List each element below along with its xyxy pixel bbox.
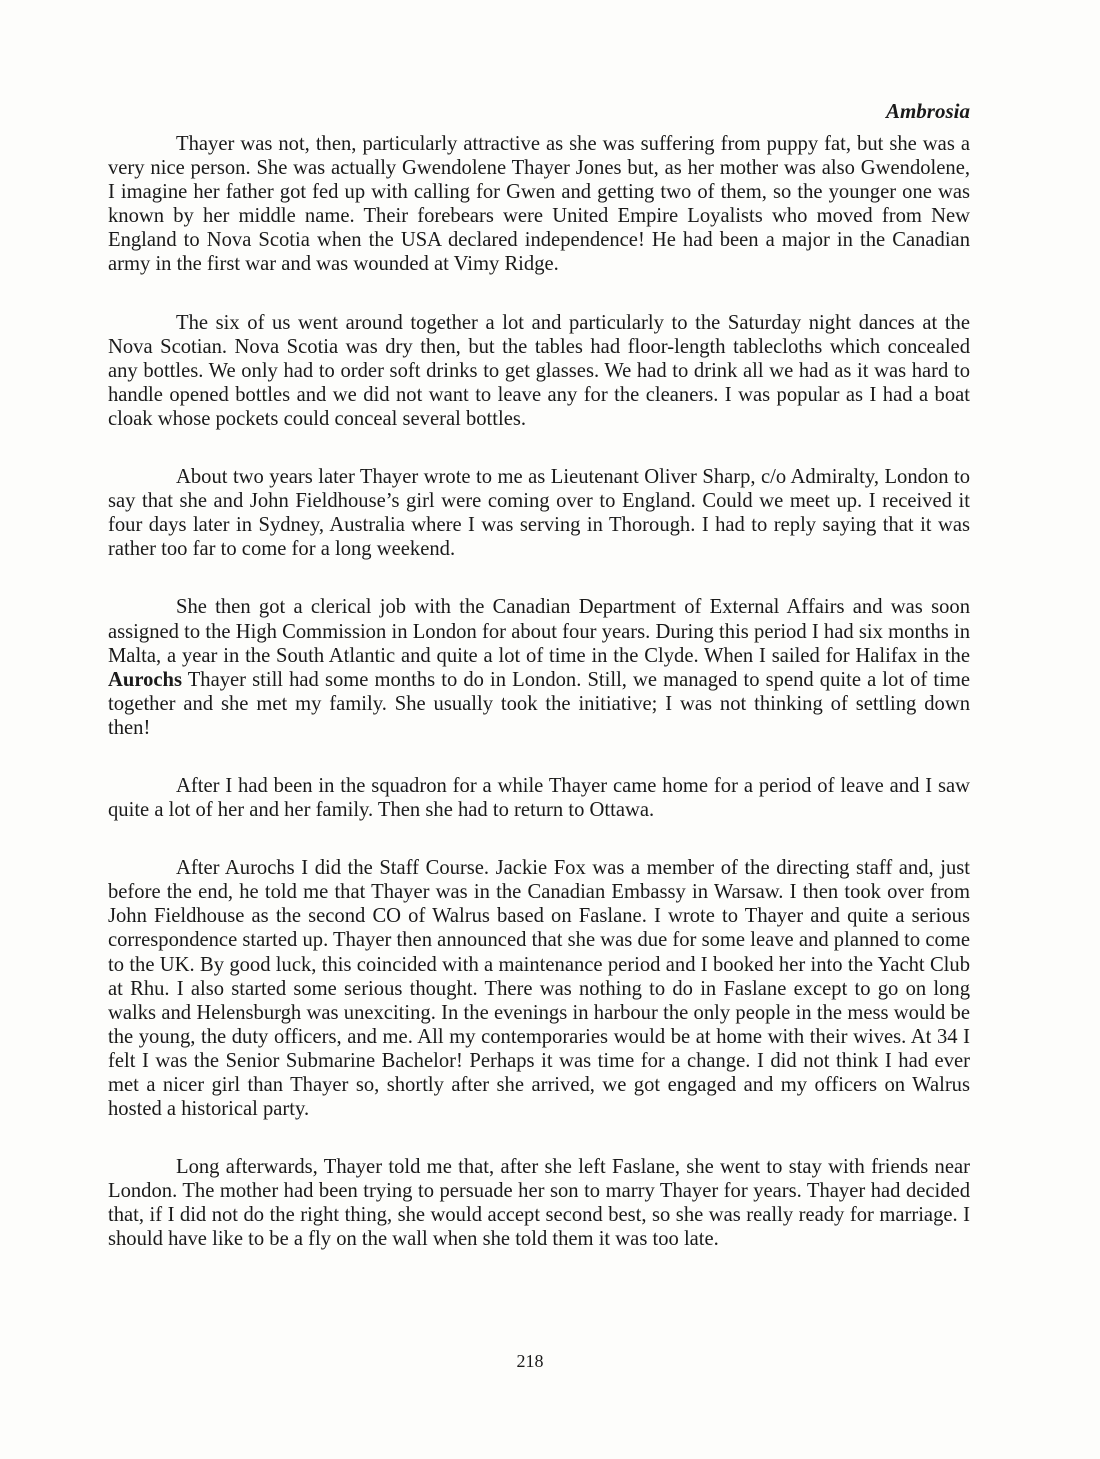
paragraph-text: The six of us went around together a lot and particularly to the Saturday night dances at the Nova Scotian. Nova Scotia was dry then, but the tables had floor-length tablecloths which concealed any bottles. We only had to order soft drinks to get glasses. We had to drink all we had as it was hard to handle opened bottles and we did not want to leave any for the cleaners. I was popular as I had a boat cloak whose pockets could conceal several bottles.: [108, 311, 970, 430]
page-body: [108, 96, 970, 1252]
paragraphs: [108, 132, 970, 1252]
paragraph: [108, 132, 970, 277]
paragraph-text: She then got a clerical job with the Canadian Department of External Affairs and was soon assigned to the High Commission in London for about four years. During this period I had six months in Malta, a year in the South Atlantic and quite a lot of time in the Clyde. When I sailed for Halifax in the: [108, 596, 970, 667]
running-head: Ambrosia: [885, 99, 970, 123]
paragraph-text: Thayer was not, then, particularly attractive as she was suffering from puppy fat, but she was a very nice person. She was actually Gwendolene Thayer Jones but, as her mother was also Gwendolene, I imagine her father got fed up with calling for Gwen and getting two of them, so the younger one was known by her middle name. Their forebears were United Empire Loyalists who moved from New England to Nova Scotia when the USA declared independence! He had been a major in the Canadian army in the first war and was wounded at Vimy Ridge.: [108, 133, 970, 276]
paragraph: [108, 1155, 970, 1251]
paragraph: [108, 465, 970, 561]
paragraph-text: Thayer still had some months to do in London. Still, we managed to spend quite a lot of time together and she met my family. She usually took the initiative; I was not thinking of settling down then!: [108, 668, 970, 739]
paragraph-text: About two years later Thayer wrote to me as Lieutenant Oliver Sharp, c/o Admiralty, London to say that she and John Fieldhouse’s girl were coming over to England. Could we meet up. I received it four days later in Sydney, Australia where I was serving in Thorough. I had to reply saying that it was rather too far to come for a long weekend.: [108, 466, 970, 561]
page-number: 218: [516, 1351, 544, 1371]
paragraph: [108, 774, 970, 822]
paragraph-text: After Aurochs I did the Staff Course. Jackie Fox was a member of the directing staff and, just before the end, he told me that Thayer was in the Canadian Embassy in Warsaw. I then took over from John Fieldhouse as the second CO of Walrus based on Faslane. I wrote to Thayer and quite a serious correspondence started up. Thayer then announced that she was due for some leave and planned to come to the UK. By good luck, this coincided with a maintenance period and I booked her into the Yacht Club at Rhu. I also started some serious thought. There was nothing to do in Faslane except to go on long walks and Helensburgh was unexciting. In the evenings in harbour the only people in the mess would be the young, the duty officers, and me. All my contemporaries would be at home with their wives. At 34 I felt I was the Senior Submarine Bachelor! Perhaps it was time for a change. I did not think I had ever met a nicer girl than Thayer so, shortly after she arrived, we got engaged and my officers on Walrus hosted a historical party.: [108, 857, 970, 1121]
paragraph-text: After I had been in the squadron for a while Thayer came home for a period of leave and I saw quite a lot of her and her family. Then she had to return to Ottawa.: [108, 774, 970, 822]
paragraph: [108, 595, 970, 740]
ship-name: Aurochs: [108, 668, 182, 691]
paragraph: [108, 311, 970, 431]
paragraph: [108, 856, 970, 1121]
paragraph-text: Long afterwards, Thayer told me that, after she left Faslane, she went to stay with friends near London. The mother had been trying to persuade her son to marry Thayer for years. Thayer had decided that, if I did not do the right thing, she would accept second best, so she was really ready for marriage. I should have like to be a fly on the wall when she told them it was too late.: [108, 1156, 970, 1251]
